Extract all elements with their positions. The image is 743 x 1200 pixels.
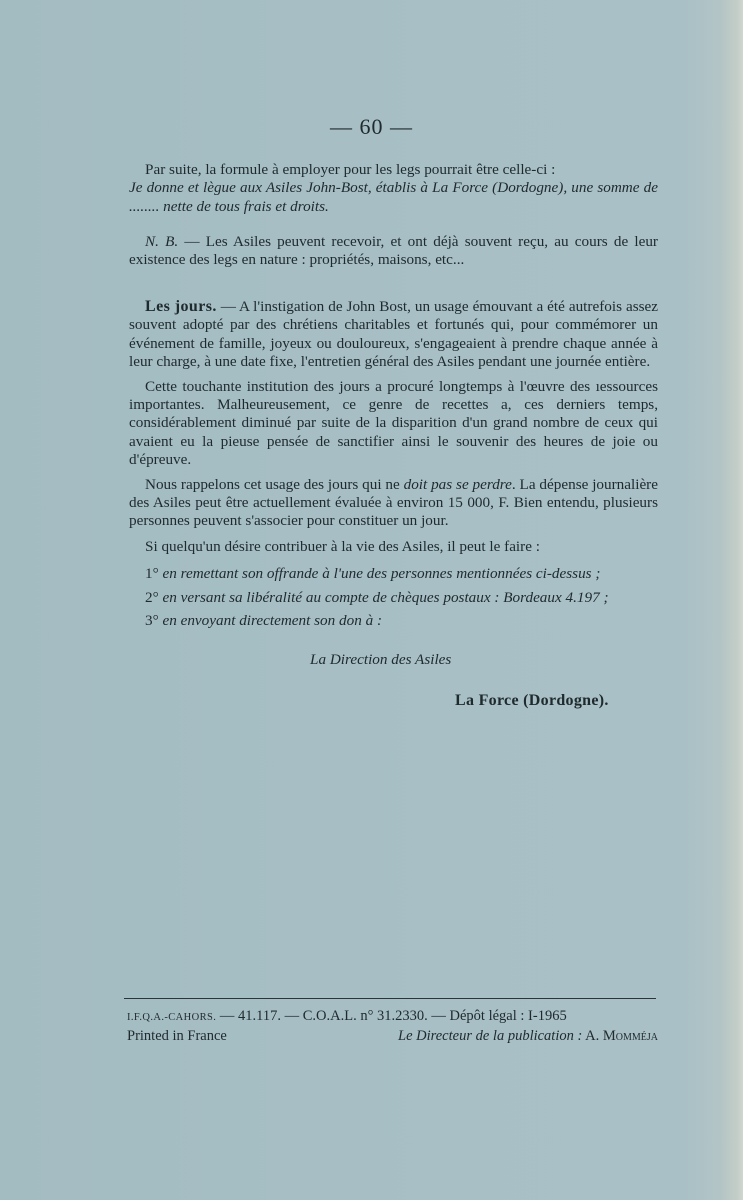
contribute-item-2 bbox=[129, 589, 658, 607]
nb-text: — Les Asiles peuvent recevoir, et ont déjà souvent reçu, au cours de leur existence des legs en nature : propriétés, maisons, etc... bbox=[129, 233, 658, 269]
footer-director-label: Le Directeur de la publication : bbox=[398, 1028, 583, 1044]
footer-director-name: A. Momméja bbox=[582, 1028, 658, 1044]
nb-section bbox=[129, 233, 658, 270]
contribute-item-text: en versant sa libéralité au compte de chèques postaux : Bordeaux 4.197 ; bbox=[162, 588, 609, 606]
footer-reference: — 41.117. — C.O.A.L. n° 31.2330. — Dépôt légal : I-1965 bbox=[216, 1008, 567, 1024]
jours-paragraph-2: Cette touchante institution des jours a procuré longtemps à l'œuvre des ıessources importantes. Malheureusement, ce genre de recettes a, ces derniers temps, considérablement diminué par suite de la disparition d'un grand nombre de ceux qui avaient eu la pieuse pensée de sanctifier ainsi le souvenir des heures de joie ou d'épreuve. bbox=[129, 377, 658, 469]
jours-p3-emphasis: doit pas se perdre bbox=[403, 475, 512, 493]
signature-direction: La Direction des Asiles bbox=[310, 651, 452, 668]
contribute-item-number: 1° bbox=[145, 565, 159, 583]
footer-printer: I.F.Q.A.-CAHORS. bbox=[127, 1012, 217, 1023]
jours-paragraph-1 bbox=[129, 298, 658, 372]
nb-paragraph bbox=[129, 233, 658, 270]
contribute-intro: Si quelqu'un désire contribuer à la vie des Asiles, il peut le faire : bbox=[145, 537, 540, 555]
jours-p3-a: Nous rappelons cet usage des jours qui ne bbox=[145, 475, 404, 493]
footer-director bbox=[398, 1028, 658, 1045]
jours-paragraph-3 bbox=[129, 476, 658, 531]
jours-heading: Les jours. bbox=[145, 298, 217, 315]
footer-printer-info bbox=[127, 1008, 567, 1025]
legs-intro: Par suite, la formule à employer pour les legs pourrait être celle-ci : bbox=[145, 161, 556, 178]
contribute-item-1 bbox=[129, 565, 658, 583]
nb-label: N. B. bbox=[145, 233, 179, 250]
legs-section bbox=[129, 161, 658, 216]
legs-formula: Je donne et lègue aux Asiles John-Bost, établis à La Force (Dordogne), une somme de ........ nette de tous frais et droits. bbox=[129, 179, 658, 215]
signature-location: La Force (Dordogne). bbox=[455, 692, 609, 709]
footer-printed-in: Printed in France bbox=[127, 1028, 227, 1044]
jours-p3-b: . La dépense journalière des Asiles peut être actuellement évaluée à environ 15 000, F. Bien entendu, plusieurs personnes peuvent s'associer pour constituer un jour. bbox=[129, 475, 658, 530]
contribute-item-text: en remettant son offrande à l'une des personnes mentionnées ci-dessus ; bbox=[162, 565, 601, 583]
footer-divider bbox=[124, 998, 656, 999]
jours-section bbox=[129, 298, 658, 631]
page-number: — 60 — bbox=[330, 114, 413, 139]
contribute-item-number: 3° bbox=[145, 612, 159, 630]
contribute-item-3 bbox=[129, 612, 658, 630]
contribute-item-text: en envoyant directement son don à : bbox=[162, 612, 383, 630]
paper-edge bbox=[721, 0, 743, 1200]
contribute-item-number: 2° bbox=[145, 588, 159, 606]
jours-p1-text: — A l'instigation de John Bost, un usage émouvant a été autrefois assez souvent adopté par des chrétiens charitables et fortunés qui, pour commémorer un événement de famille, joyeux ou douloureux, s'engageaient à prendre chaque année à leur charge, à une date fixe, l'entretien général des Asiles pendant une journée entière. bbox=[129, 298, 659, 371]
